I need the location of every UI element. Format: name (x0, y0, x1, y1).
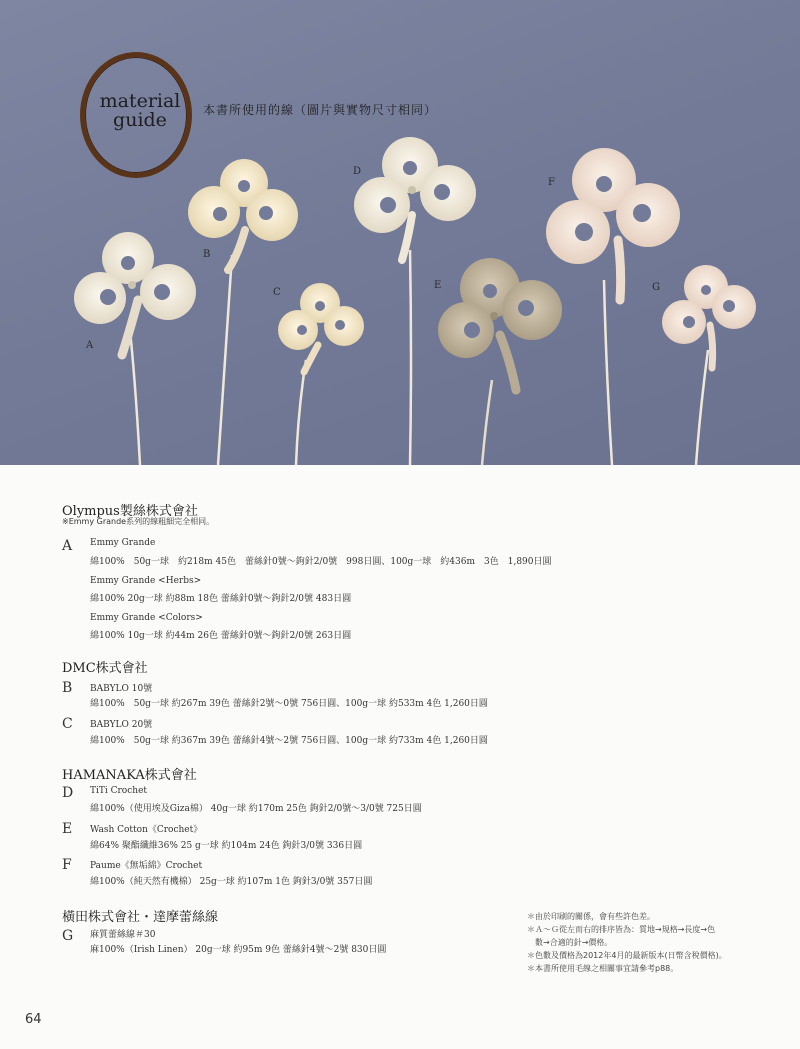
product-name: Paume《無垢綿》Crochet (90, 861, 203, 871)
material-photo (0, 0, 800, 465)
product-letter: C (62, 716, 73, 732)
flower-label-a: A (86, 340, 94, 351)
product-letter: D (62, 785, 74, 801)
clover-b (188, 159, 298, 465)
company-name: DMC株式會社 (62, 661, 148, 676)
badge-line-2: guide (113, 109, 167, 131)
footnote: ＊色數及價格為2012年4月的最新版本(日幣含稅價格)。 (527, 951, 727, 960)
product-letter: B (62, 680, 73, 696)
clover-e (438, 258, 562, 465)
company-name: 橫田株式會社・達摩蕾絲線 (62, 910, 219, 925)
page-number: 64 (25, 1012, 42, 1027)
product-name: 麻質蕾絲線＃30 (90, 930, 156, 940)
product-letter: G (62, 928, 74, 944)
product-detail: 綿100% 50g一球 約367m 39色 蕾絲針4號～2號 756日圓、100g一球 約733m 4色 1,260日圓 (90, 736, 488, 746)
flower-label-g: G (652, 282, 660, 293)
product-name: Emmy Grande (90, 538, 156, 548)
product-detail: 綿100%（使用埃及Giza棉） 40g一球 約170m 25色 鉤針2/0號～3/0號 725日圓 (90, 804, 422, 814)
material-guide-badge (90, 92, 190, 130)
product-detail: 綿64% 聚酯纖維36% 25 g一球 約104m 24色 鉤針3/0號 336日圓 (90, 841, 363, 851)
company-note: ※Emmy Grande系列的線粗細完全相同。 (62, 517, 215, 526)
company-name: Olympus製絲株式會社 (62, 504, 198, 519)
footnote: ＊Ａ～Ｇ從左而右的排序皆為：質地→規格→長度→色 (527, 925, 716, 934)
clover-c (278, 283, 364, 465)
company-name: HAMANAKA株式會社 (62, 768, 197, 783)
badge-line-1: material (99, 90, 181, 112)
footnote: ＊本書所使用毛線之相關事宜請參考p88。 (527, 964, 679, 973)
product-detail: 麻100%（Irish Linen） 20g一球 約95m 9色 蕾絲針4號～2號 830日圓 (90, 945, 387, 955)
product-letter: A (62, 538, 73, 554)
product-letter: F (62, 857, 72, 873)
clover-d (354, 137, 476, 465)
flower-label-e: E (434, 280, 442, 291)
photo-caption: 本書所使用的線（圖片與實物尺寸相同） (203, 103, 438, 117)
flower-label-f: F (548, 177, 555, 188)
footnote: ＊由於印刷的關係，會有些許色差。 (527, 912, 655, 921)
product-detail: 綿100% 20g一球 約88m 18色 蕾絲針0號～鉤針2/0號 483日圓 (90, 594, 352, 604)
flower-label-b: B (203, 249, 211, 260)
flower-label-c: C (273, 287, 281, 298)
flower-label-d: D (353, 166, 362, 177)
product-name: BABYLO 20號 (90, 720, 153, 730)
product-detail: 綿100% 50g一球 約218m 45色 蕾絲針0號～鉤針2/0號 998日圓、100g一球 約436m 3色 1,890日圓 (90, 557, 552, 567)
product-name: TiTi Crochet (90, 786, 148, 796)
product-letter: E (62, 821, 73, 837)
clover-f (546, 148, 680, 465)
product-detail: 綿100% 10g一球 約44m 26色 蕾絲針0號～鉤針2/0號 263日圓 (90, 631, 352, 641)
product-name: Wash Cotton《Crochet》 (90, 825, 203, 835)
footnote: 數→合適的針→價格。 (527, 938, 613, 947)
product-name: Emmy Grande <Herbs> (90, 576, 202, 586)
clover-g (662, 265, 756, 465)
product-name: BABYLO 10號 (90, 684, 153, 694)
product-name: Emmy Grande <Colors> (90, 613, 203, 623)
product-detail: 綿100%（純天然有機棉） 25g一球 約107m 1色 鉤針3/0號 357日圓 (90, 877, 373, 887)
footnotes (527, 910, 797, 975)
product-detail: 綿100% 50g一球 約267m 39色 蕾絲針2號～0號 756日圓、100g一球 約533m 4色 1,260日圓 (90, 699, 488, 709)
